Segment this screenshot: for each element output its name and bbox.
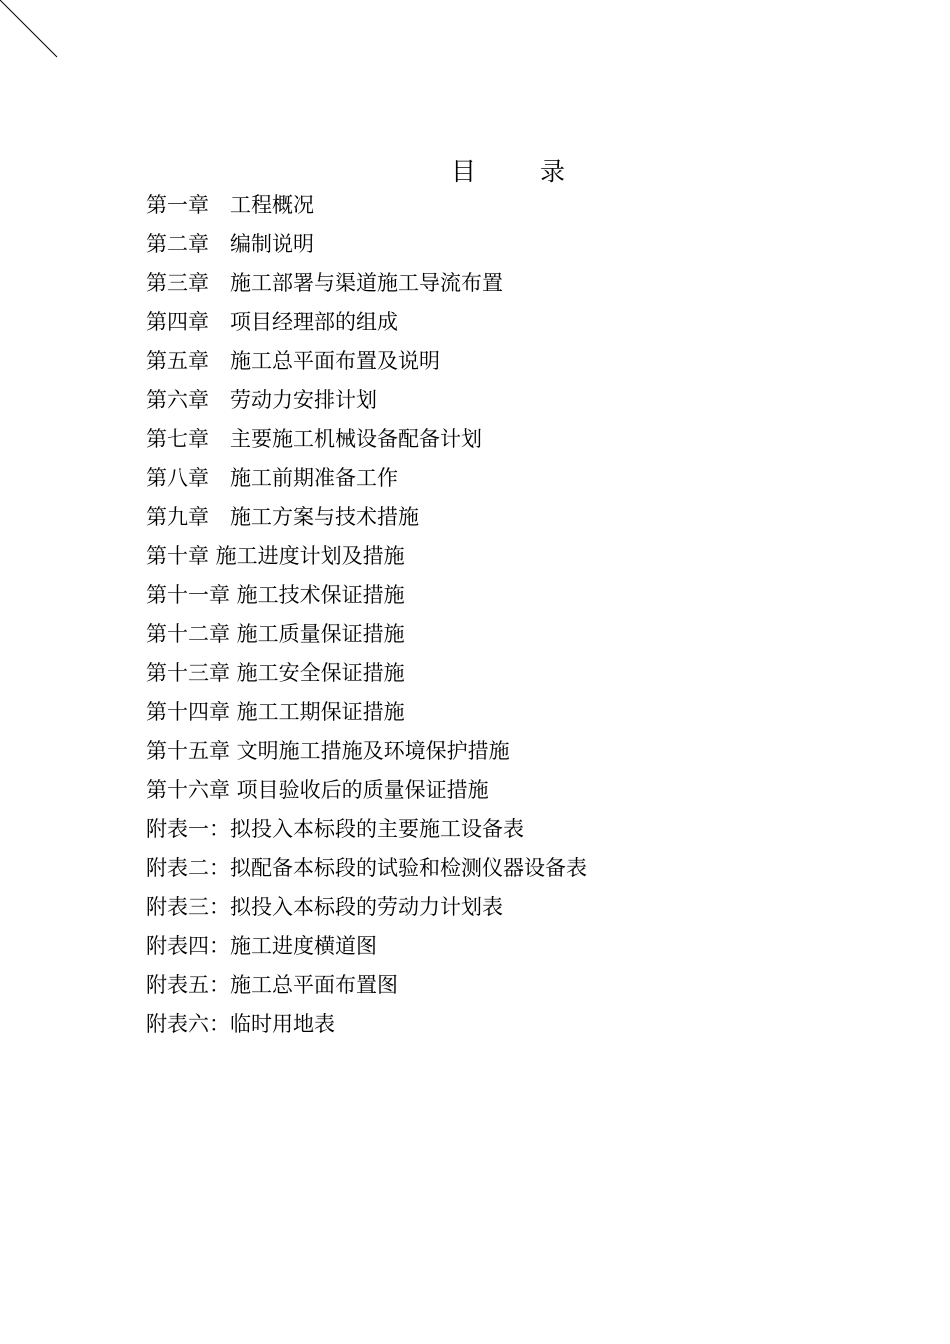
toc-appendix-4[interactable]: 附表四：施工进度横道图 [146, 934, 377, 958]
table-of-contents [146, 186, 587, 1044]
toc-item-15[interactable]: 第十五章 文明施工措施及环境保护措施 [146, 739, 510, 763]
page-corner-line [0, 0, 60, 60]
toc-item-11[interactable]: 第十一章 施工技术保证措施 [146, 583, 405, 607]
toc-appendix-5[interactable]: 附表五：施工总平面布置图 [146, 973, 398, 997]
toc-appendix-2[interactable]: 附表二：拟配备本标段的试验和检测仪器设备表 [146, 856, 587, 880]
title-char-1: 目 [450, 157, 476, 186]
toc-item-7[interactable]: 第七章 主要施工机械设备配备计划 [146, 427, 482, 451]
toc-item-16[interactable]: 第十六章 项目验收后的质量保证措施 [146, 778, 489, 802]
toc-item-8[interactable]: 第八章 施工前期准备工作 [146, 466, 398, 490]
toc-item-9[interactable]: 第九章 施工方案与技术措施 [146, 505, 419, 529]
toc-item-10[interactable]: 第十章 施工进度计划及措施 [146, 544, 405, 568]
toc-item-1[interactable]: 第一章 工程概况 [146, 193, 314, 217]
toc-item-12[interactable]: 第十二章 施工质量保证措施 [146, 622, 405, 646]
toc-item-4[interactable]: 第四章 项目经理部的组成 [146, 310, 398, 334]
toc-item-3[interactable]: 第三章 施工部署与渠道施工导流布置 [146, 271, 503, 295]
toc-item-14[interactable]: 第十四章 施工工期保证措施 [146, 700, 405, 724]
title-char-2: 录 [540, 157, 566, 186]
toc-item-13[interactable]: 第十三章 施工安全保证措施 [146, 661, 405, 685]
toc-item-5[interactable]: 第五章 施工总平面布置及说明 [146, 349, 440, 373]
toc-item-2[interactable]: 第二章 编制说明 [146, 232, 314, 256]
toc-item-6[interactable]: 第六章 劳动力安排计划 [146, 388, 377, 412]
page-title [0, 154, 950, 190]
toc-appendix-1[interactable]: 附表一：拟投入本标段的主要施工设备表 [146, 817, 524, 841]
toc-appendix-6[interactable]: 附表六：临时用地表 [146, 1012, 335, 1036]
toc-appendix-3[interactable]: 附表三：拟投入本标段的劳动力计划表 [146, 895, 503, 919]
